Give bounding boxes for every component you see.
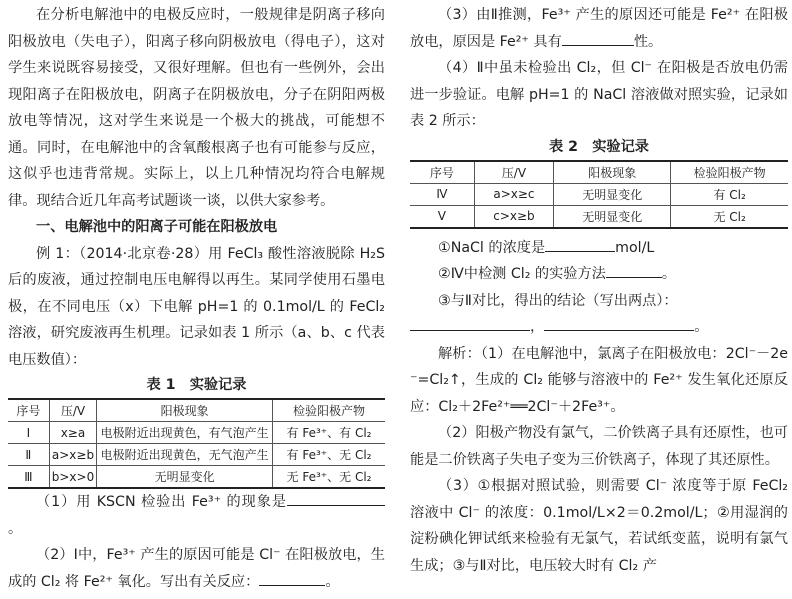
question-4: （4）Ⅱ中虽未检验出 Cl₂，但 Cl⁻ 在阳极是否放电仍需进一步验证。电解 pH=1 的 NaCl 溶液做对照实验，记录如表 2 所示：: [410, 60, 788, 129]
answer-blank: [410, 315, 530, 331]
example-paragraph: 例 1：（2014·北京卷·28）用 FeCl₃ 酸性溶液脱除 H₂S 后的废液，通过控制电压电解得以再生。某同学使用石墨电极，在不同电压（x）下电解 pH=1 的 0.1mol/L 的 FeCl₂ 溶液，研究废液再生机理。记录如表 1 所示（a、b、c 代表电压数值）：: [8, 245, 385, 368]
table-cell: 无 Cl₂: [671, 205, 788, 228]
table-cell: 无明显变化: [554, 205, 671, 228]
question-1: [8, 489, 385, 542]
table-cell: Ⅴ: [410, 205, 474, 228]
table1: [8, 398, 385, 489]
answer-blank: [287, 490, 385, 506]
question-3: [410, 2, 788, 55]
table-cell: 有 Cl₂: [671, 183, 788, 205]
answer-blank: [545, 236, 615, 252]
sub-question-1: [410, 235, 788, 262]
answer-blank: [544, 315, 694, 331]
table-row: [8, 444, 385, 466]
table2-header-row: [410, 161, 788, 184]
section-heading: 一、电解池中的阳离子可能在阳极放电: [36, 219, 278, 235]
table-row: [410, 183, 788, 205]
table-cell: Ⅲ: [8, 466, 49, 489]
answer-blank: [259, 570, 325, 586]
right-column: [410, 2, 788, 579]
table-row: [8, 422, 385, 444]
table1-header-cell: 压/V: [49, 399, 96, 422]
question-2: [8, 542, 385, 595]
table-cell: a>x≥c: [474, 183, 553, 205]
table-cell: 有 Fe³⁺、无 Cl₂: [273, 444, 385, 466]
table-cell: 电极附近出现黄色，有气泡产生: [97, 422, 273, 444]
table2: [410, 160, 788, 229]
table-cell: 无 Fe³⁺、无 Cl₂: [273, 466, 385, 489]
table-cell: Ⅳ: [410, 183, 474, 205]
table2-header-cell: 序号: [410, 161, 474, 184]
intro-paragraph: 在分析电解池中的电极反应时，一般规律是阴离子移向阳极放电（失电子），阳离子移向阴极放电（得电子），这对学生来说既容易接受，又很好理解。但也有一些例外，会出现阳离子在阳极放电，阴离子在阴极放电，分子在阴阳两极放电等情况，这对学生来说是一个极大的挑战，可能想不通。同时，在电解池中的含氧酸根离子也有可能参与反应，这似乎也违背常规。实际上，以上几种情况均符合电解规律。现结合近几年高考试题谈一谈，以供大家参考。: [8, 7, 385, 209]
table-cell: c>x≥b: [474, 205, 553, 228]
table2-caption: 表 2 实验记录: [549, 138, 649, 155]
table1-header-row: [8, 399, 385, 422]
table1-header-cell: 序号: [8, 399, 49, 422]
table-cell: x≥a: [49, 422, 96, 444]
table-cell: 有 Fe³⁺、有 Cl₂: [273, 422, 385, 444]
table-cell: 电极附近出现黄色，无气泡产生: [97, 444, 273, 466]
punctuation: 。: [325, 573, 340, 590]
analysis-paragraph-3: （3）①根据对照试验，则需要 Cl⁻ 浓度等于原 FeCl₂ 溶液中 Cl⁻ 的浓度：0.1mol/L×2＝0.2mol/L；②用湿润的淀粉碘化钾试纸来检验有无氯气，若试纸变蓝，说明有氯气生成；③与Ⅱ对比，电压较大时有 Cl₂ 产: [410, 478, 788, 574]
table-cell: a>x≥b: [49, 444, 96, 466]
analysis-paragraph-2: （2）阳极产物没有氯气，二价铁离子具有还原性，也可能是二价铁离子失电子变为三价铁离子，体现了其还原性。: [410, 425, 788, 468]
table1-caption: 表 1 实验记录: [146, 377, 247, 393]
table-row: [8, 466, 385, 489]
table-row: [410, 205, 788, 228]
table1-header-cell: 检验阳极产物: [273, 399, 385, 422]
unit-label: mol/L: [615, 239, 655, 256]
table2-header-cell: 检验阳极产物: [671, 161, 788, 184]
table-cell: Ⅱ: [8, 444, 49, 466]
table2-header-cell: 压/V: [474, 161, 553, 184]
answer-line: [410, 314, 788, 341]
punctuation: ，: [530, 319, 545, 335]
table-cell: Ⅰ: [8, 422, 49, 444]
sub-question-3: ③与Ⅱ对比，得出的结论（写出两点）：: [438, 292, 678, 309]
table-cell: 无明显变化: [97, 466, 273, 489]
answer-blank: [606, 262, 662, 278]
answer-blank: [562, 30, 634, 46]
left-column: [8, 2, 385, 595]
table2-header-cell: 阳极现象: [554, 161, 671, 184]
question-3-text: （3）由Ⅱ推测，Fe³⁺ 产生的原因还可能是 Fe²⁺ 在阳极放电，原因是 Fe²⁺ 具有: [410, 7, 788, 50]
question-2-text: （2）Ⅰ中，Fe³⁺ 产生的原因可能是 Cl⁻ 在阳极放电，生成的 Cl₂ 将 Fe²⁺ 氧化。写出有关反应：: [8, 547, 385, 590]
question-3-tail: 性。: [633, 33, 663, 50]
punctuation: 。: [694, 319, 709, 335]
sub-question-2: [410, 261, 788, 288]
sub-question-2-text: ②Ⅳ中检测 Cl₂ 的实验方法: [438, 266, 606, 282]
table-cell: b>x>0: [49, 466, 96, 489]
sub-question-1-text: ①NaCl 的浓度是: [438, 239, 546, 256]
table1-header-cell: 阳极现象: [97, 399, 273, 422]
table-cell: 无明显变化: [554, 183, 671, 205]
analysis-paragraph-1: 解析：（1）在电解池中，氯离子在阳极放电：2Cl⁻－2e⁻=Cl₂↑，生成的 Cl₂ 能够与溶液中的 Fe²⁺ 发生氧化还原反应：Cl₂＋2Fe²⁺══2Cl⁻＋2Fe³⁺。: [410, 345, 788, 415]
question-1-text: （1）用 KSCN 检验出 Fe³⁺ 的现象是: [36, 494, 287, 510]
punctuation: 。: [8, 520, 23, 537]
punctuation: 。: [661, 266, 677, 282]
